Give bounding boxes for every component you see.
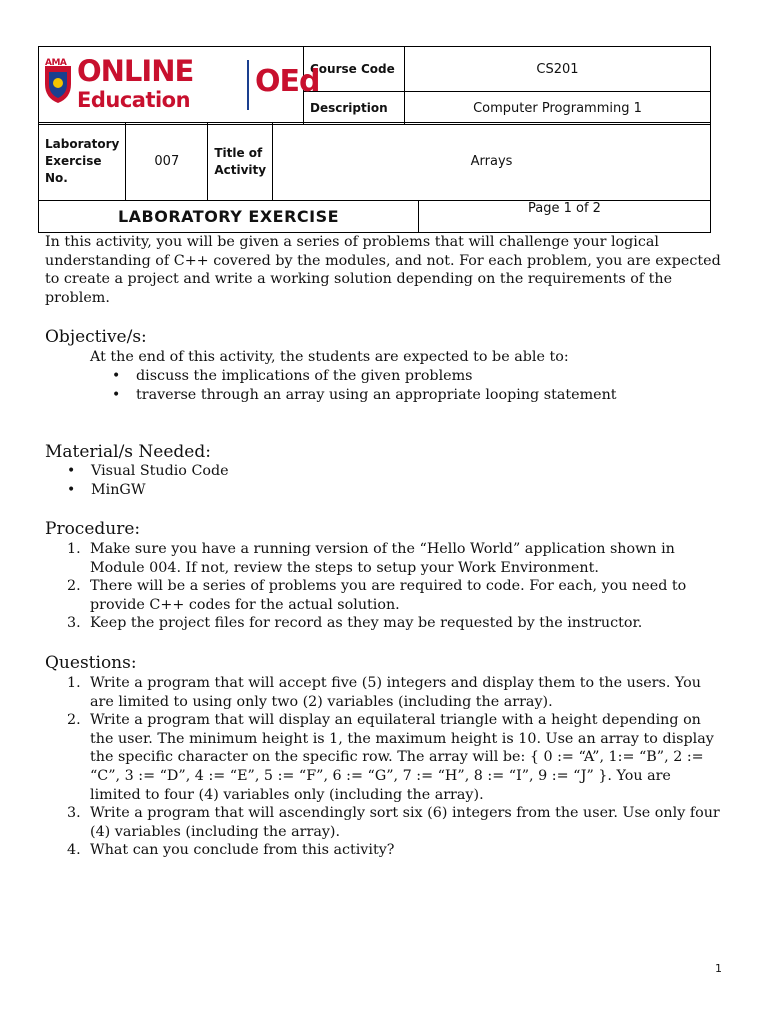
procedure-heading: Procedure: xyxy=(45,519,141,539)
question-text: Write a program that will accept five (5) integers and display them to the users. You are limited to using only two (2) variables (including the array). xyxy=(90,675,701,710)
questions-list xyxy=(45,674,725,860)
list-item xyxy=(45,481,685,500)
title-value: Arrays xyxy=(273,123,711,201)
ama-badge-text: AMA xyxy=(45,57,67,68)
banner-table xyxy=(38,200,711,233)
online-education-logo xyxy=(39,48,320,124)
procedure-step-text: There will be a series of problems you are required to code. For each, you need to provide C++ codes for the actual solution. xyxy=(90,578,687,613)
lab-no-value: 007 xyxy=(126,123,208,201)
course-code-value: CS201 xyxy=(405,47,711,92)
logo-divider xyxy=(247,60,249,110)
procedure-list xyxy=(45,540,725,633)
list-item xyxy=(90,367,730,386)
activity-table xyxy=(38,122,711,201)
objective-text: discuss the implications of the given problems xyxy=(136,368,473,384)
objectives-list xyxy=(90,367,730,404)
list-item: 2. There will be a series of problems you are required to code. For each, you need to provide C++ codes for the actual solution. xyxy=(67,578,687,613)
list-item: 3. Write a program that will ascendingly sort six (6) integers from the user. Use only four (4) variables (including the array). xyxy=(67,805,720,840)
question-text: What can you conclude from this activity? xyxy=(90,842,395,859)
intro-paragraph: In this activity, you will be given a series of problems that will challenge your logical understanding of C++ covered by the modules, and not. For each problem, you are expected to create a project and write a working solution depending on the requirements of the problem. xyxy=(45,234,721,306)
description-value: Computer Programming 1 xyxy=(405,92,711,125)
list-item: 3. Keep the project files for record as they may be requested by the instructor. xyxy=(67,615,643,632)
list-item: 1. Make sure you have a running version of the “Hello World” application shown in Module 004. If not, review the steps to setup your Work Environment. xyxy=(67,541,675,576)
materials-list xyxy=(45,462,685,499)
logo-oed-text: OEd xyxy=(255,63,320,99)
lab-no-label: Laboratory Exercise No. xyxy=(39,123,126,201)
logo-cell xyxy=(39,47,320,125)
title-label: Title of Activity xyxy=(208,123,273,201)
material-text: MinGW xyxy=(91,481,146,498)
objectives-heading: Objective/s: xyxy=(45,327,147,347)
header-table xyxy=(38,46,711,125)
procedure-step-text: Keep the project files for record as they may be requested by the instructor. xyxy=(90,615,643,632)
list-item: 2. Write a program that will display an equilateral triangle with a height depending on the user. The minimum height is 1, the maximum height is 10. Use an array to display the specific character on the specific row. The array will be: { 0 := “A”, 1:= “B”, 2 := “C”, 3 := “D”, 4 := “E”, 5 := “F”, 6 := “G”, 7 := “H”, 8 := “I”, 9 := “J” }. You are limited to four (4) variables only (including the array). xyxy=(67,712,714,803)
materials-heading: Material/s Needed: xyxy=(45,442,211,462)
list-item: 1. Write a program that will accept five (5) integers and display them to the users. You are limited to using only two (2) variables (including the array). xyxy=(67,675,701,710)
laboratory-exercise-title: LABORATORY EXERCISE xyxy=(39,201,419,233)
procedure-step-text: Make sure you have a running version of the “Hello World” application shown in Module 004. If not, review the steps to setup your Work Environment. xyxy=(90,541,675,576)
question-text: Write a program that will display an equilateral triangle with a height depending on the user. The minimum height is 1, the maximum height is 10. Use an array to display the specific character on the specific row. The array will be: { 0 := “A”, 1:= “B”, 2 := “C”, 3 := “D”, 4 := “E”, 5 := “F”, 6 := “G”, 7 := “H”, 8 := “I”, 9 := “J” }. You are limited to four (4) variables only (including the array). xyxy=(90,712,714,803)
course-code-label: Course Code xyxy=(304,47,405,92)
question-text: Write a program that will ascendingly sort six (6) integers from the user. Use only four (4) variables (including the array). xyxy=(90,805,720,840)
list-item xyxy=(45,462,685,481)
page-of-indicator: Page 1 of 2 xyxy=(419,201,711,233)
page-number: 1 xyxy=(715,962,722,975)
questions-heading: Questions: xyxy=(45,653,137,673)
logo-education-text: Education xyxy=(77,87,191,112)
description-label: Description xyxy=(304,92,405,125)
objectives-lead: At the end of this activity, the students are expected to be able to: xyxy=(90,349,569,365)
list-item: 4. What can you conclude from this activity? xyxy=(67,842,395,859)
logo-online-text: ONLINE xyxy=(77,53,194,88)
material-text: Visual Studio Code xyxy=(91,463,229,479)
objective-text: traverse through an array using an appropriate looping statement xyxy=(136,386,617,403)
list-item xyxy=(90,386,730,405)
